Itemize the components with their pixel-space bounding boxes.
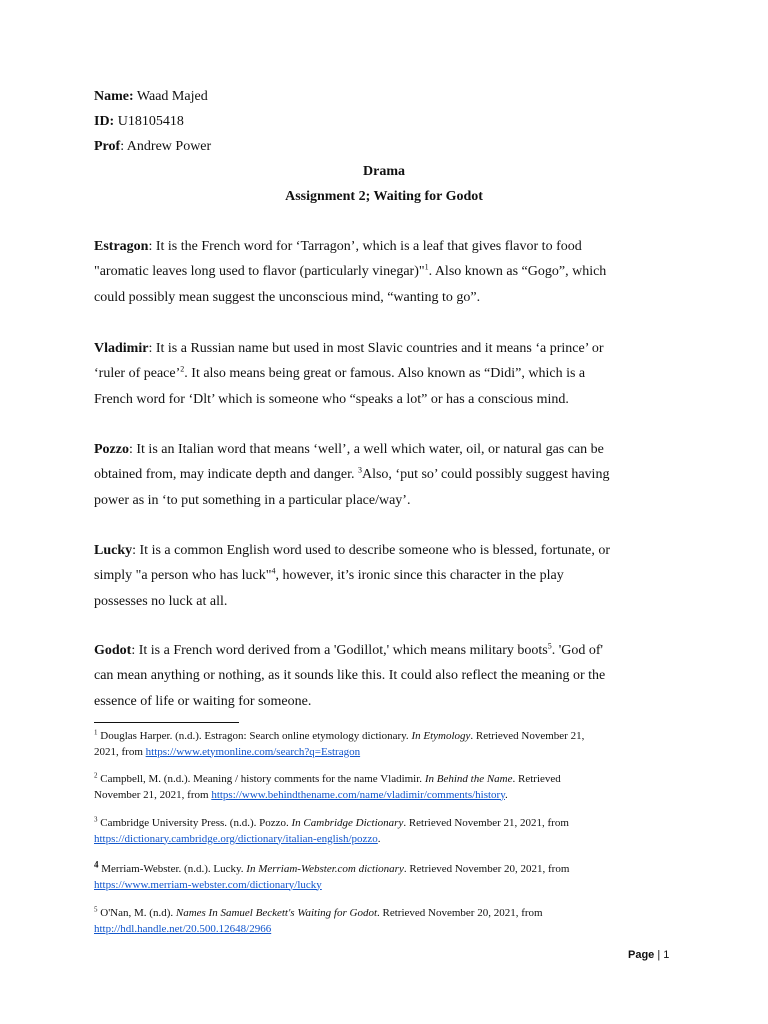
term-godot: Godot	[94, 643, 132, 658]
id-label: ID:	[94, 114, 115, 129]
course-title: Drama	[363, 164, 405, 179]
footnote-4-link[interactable]: https://www.merriam-webster.com/dictionary/lucky	[94, 878, 322, 891]
paragraph-godot: Godot: It is a French word derived from a 'Godillot,' which means military boots$^5$. 'God of' can mean anything or nothing, as it sounds like this. It could also reflect the meaning or the essence of life or waiting for someone.	[94, 641, 606, 709]
term-vladimir: Vladimir	[94, 341, 149, 356]
paragraph-estragon: Estragon: It is the French word for ‘Tarragon’, which is a leaf that gives flavor to food "aromatic leaves long used to flavor (particularly vinegar)"$^1$. Also known as “Gogo”, which could possibly mean suggest the unconscious mind, “wanting to go”.	[94, 239, 607, 305]
name-label: Name:	[94, 89, 134, 104]
prof-value: : Andrew Power	[120, 139, 212, 154]
footnote-ref-2[interactable]: 2	[180, 364, 185, 374]
term-lucky: Lucky	[94, 543, 133, 558]
professor-line	[94, 138, 211, 156]
footnote-2-link[interactable]: https://www.behindthename.com/name/vladimir/comments/history	[211, 788, 505, 801]
student-name-line	[94, 88, 208, 106]
footnote-1-link[interactable]: https://www.etymonline.com/search?q=Estragon	[145, 745, 361, 758]
page-label: Page	[628, 949, 655, 961]
page-number-footer	[628, 948, 669, 962]
footnote-4: $^4$ Merriam-Webster. (n.d.). Lucky. In Merriam-Webster.com dictionary. Retrieved November 20, 2021, from https://www.merriam-webster.com/dictionary/lucky	[94, 859, 570, 891]
footnote-5: $^5$ O'Nan, M. (n.d). Names In Samuel Beckett's Waiting for Godot. Retrieved November 20, 2021, from http://hdl.handle.net/20.500.12648/2966	[94, 905, 543, 935]
paragraph-lucky: Lucky: It is a common English word used to describe someone who is blessed, fortunate, or simply "a person who has luck"$^4$, however, it’s ironic since this character in the play possesses no luck at all.	[94, 543, 610, 609]
footnote-ref-1[interactable]: 1	[424, 262, 429, 272]
prof-label: Prof	[94, 139, 121, 154]
paragraph-pozzo: Pozzo: It is an Italian word that means ‘well’, a well which water, oil, or natural gas can be obtained from, may indicate depth and danger. $^3$Also, ‘put so’ could possibly suggest having power as in ‘to put something in a particular place/way’.	[94, 442, 610, 508]
id-value: U18105418	[114, 114, 184, 129]
footnote-separator	[94, 722, 239, 723]
footnote-3: $^3$ Cambridge University Press. (n.d.). Pozzo. In Cambridge Dictionary. Retrieved November 21, 2021, from https://dictionary.cambridge.org/dictionary/italian-english/pozzo.	[94, 815, 569, 845]
footnote-5-link[interactable]: http://hdl.handle.net/20.500.12648/2966	[94, 922, 272, 935]
page-separator: |	[654, 949, 664, 961]
paragraph-vladimir: Vladimir: It is a Russian name but used in most Slavic countries and it means ‘a prince’ or ‘ruler of peace’$^2$. It also means being great or famous. Also known as “Didi”, which is a French word for ‘Dlt’ which is someone who “speaks a lot” or has a conscious mind.	[94, 341, 604, 407]
term-pozzo: Pozzo	[94, 442, 129, 457]
term-estragon: Estragon	[94, 239, 149, 254]
student-id-line	[94, 113, 184, 131]
name-value: Waad Majed	[133, 89, 208, 104]
footnote-3-link[interactable]: https://dictionary.cambridge.org/dictionary/italian-english/pozzo	[94, 832, 378, 845]
assignment-title: Assignment 2; Waiting for Godot	[285, 189, 483, 204]
footnote-1: $^1$ Douglas Harper. (n.d.). Estragon: Search online etymology dictionary. In Etymology. Retrieved November 21, 2021, from https://www.etymonline.com/search?q=Estragon	[94, 728, 585, 758]
page-number: 1	[663, 949, 670, 961]
footnote-ref-4[interactable]: 4	[271, 566, 276, 576]
footnote-2: $^2$ Campbell, M. (n.d.). Meaning / history comments for the name Vladimir. In Behind the Name. Retrieved November 21, 2021, from https://www.behindthename.com/name/vladimir/comments/history.	[94, 771, 561, 801]
footnote-ref-3[interactable]: 3	[357, 465, 362, 475]
footnote-ref-5[interactable]: 5	[547, 641, 552, 651]
